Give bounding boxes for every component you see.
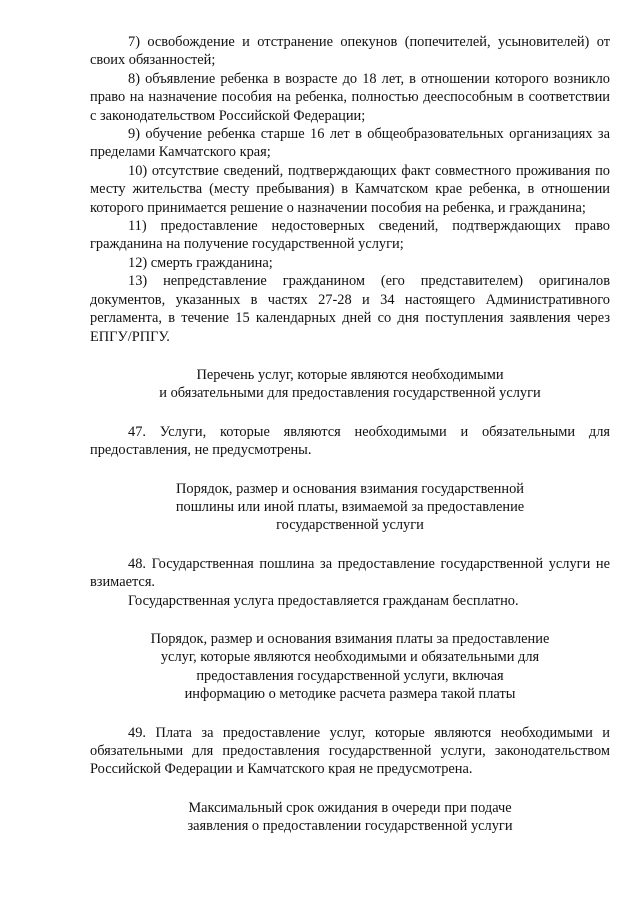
paragraph-49: 49. Плата за предоставление услуг, которые являются необходимыми и обязательными для предоставления государственной услуги, законодательством Российской Федерации и Камчатского края не предусмотрена. [90,724,610,778]
section-heading-fee [90,630,610,704]
list-item-9: 9) обучение ребенка старше 16 лет в общеобразовательных организациях за пределами Камчатского края; [90,126,610,161]
heading-line: предоставления государственной услуги, включая [196,667,504,684]
spacer [90,535,610,555]
heading-line: Перечень услуг, которые являются необходимыми [196,366,504,383]
document-body [90,33,610,836]
section-heading-state-duty [90,480,610,535]
list-item-12: 12) смерть гражданина; [128,254,273,271]
spacer [90,346,610,366]
paragraph-47: 47. Услуги, которые являются необходимыми и обязательными для предоставления, не предусмотрены. [90,423,610,459]
heading-line: государственной услуги [276,517,424,534]
spacer [90,779,610,799]
list-item-11: 11) предоставление недостоверных сведений, подтверждающих право гражданина на получение государственной услуги; [90,218,610,253]
list-item-13: 13) непредставление гражданином (его представителем) оригиналов документов, указанных в частях 27-28 и 34 настоящего Административного регламента, в течение 15 календарных дней со дня поступления заявления через ЕПГУ/РПГУ. [90,273,610,345]
heading-line: услуг, которые являются необходимыми и обязательными для [160,649,540,666]
section-heading-required-services [90,366,610,403]
section-heading-queue [90,799,610,836]
heading-line: информацию о методике расчета размера такой платы [184,686,516,703]
spacer [90,610,610,630]
paragraph-48-free: Государственная услуга предоставляется гражданам бесплатно. [128,592,519,609]
heading-line: Порядок, размер и основания взимания платы за предоставление [150,630,550,647]
heading-line: Порядок, размер и основания взимания государственной [176,480,524,497]
spacer [90,460,610,480]
paragraph-48: 48. Государственная пошлина за предоставление государственной услуги не взимается. [90,555,610,591]
list-item-8: 8) объявление ребенка в возрасте до 18 лет, в отношении которого возникло право на назначение пособия на ребенка, полностью дееспособным в соответствии с законодательством Российской Федерации; [90,70,610,124]
list-item-10: 10) отсутствие сведений, подтверждающих факт совместного проживания по месту жительства (месту пребывания) в Камчатском крае ребенка, в отношении которого принимается решение о назначении пособия на ребенка, и гражданина; [90,162,610,216]
heading-line: пошлины или иной платы, взимаемой за предоставление [175,498,525,515]
heading-line: Максимальный срок ожидания в очереди при подаче [188,799,512,816]
list-item-7: 7) освобождение и отстранение опекунов (попечителей, усыновителей) от своих обязанностей; [90,34,610,69]
spacer [90,403,610,423]
spacer [90,704,610,724]
heading-line: и обязательными для предоставления государственной услуги [159,385,541,402]
heading-line: заявления о предоставлении государственной услуги [187,818,513,835]
